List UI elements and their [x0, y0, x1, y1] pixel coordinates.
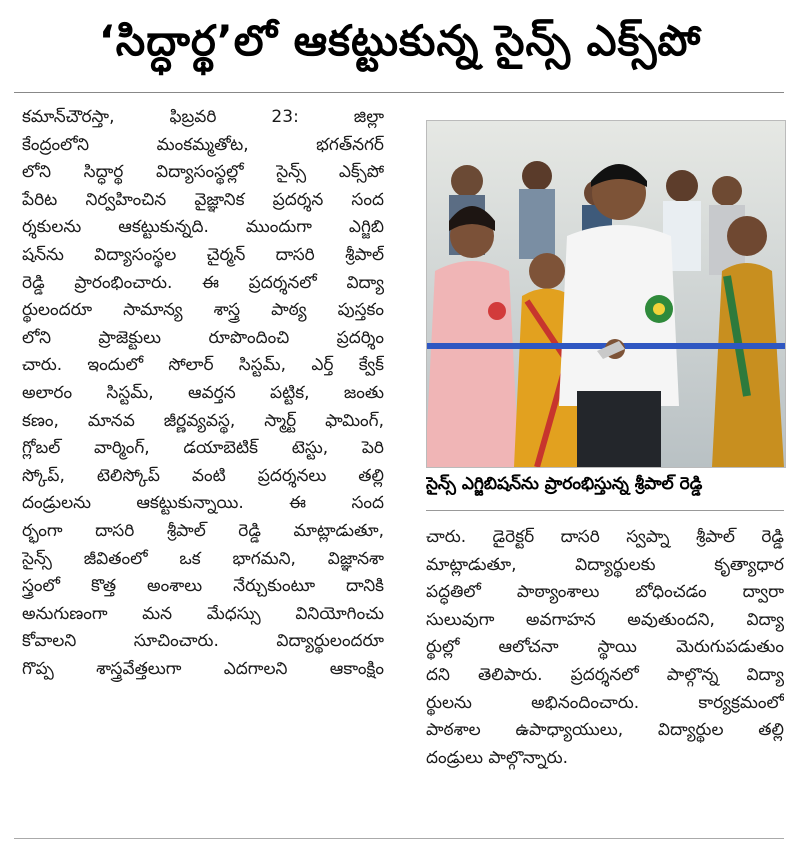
headline-divider — [14, 92, 784, 93]
text-line: స్త్రంలో కొత్త అంశాలు నేర్చుకుంటూ దానికి — [22, 576, 384, 597]
bottom-divider — [14, 838, 784, 839]
text-line: పేరిట నిర్వహించిన వైజ్ఞానిక ప్రదర్శన సంద — [22, 189, 384, 210]
text-line: చారు. ఇందులో సోలార్ సిస్టమ్, ఎర్త్ క్వేక్ — [22, 355, 384, 376]
text-line: లోని ప్రాజెక్టులు రూపొందించి ప్రదర్శిం — [22, 327, 384, 348]
text-line: ర్థుల్లో ఆలోచనా స్థాయి మెరుగుపడుతుం — [426, 637, 784, 658]
caption-divider — [426, 510, 784, 511]
article-left-column — [22, 104, 384, 683]
text-line: ర్థులను అభినందించారు. కార్యక్రమంలో — [426, 692, 784, 713]
text-line: ర్భంగా దాసరి శ్రీపాల్ రెడ్డి మాట్లాడుతూ, — [22, 520, 384, 541]
text-line: కోవాలని సూచించారు. విద్యార్థులందరూ — [22, 631, 384, 652]
text-line: చారు. డైరెక్టర్ దాసరి స్వప్నా శ్రీపాల్ రెడ్డి — [426, 527, 784, 547]
text-line: కమాన్‌చౌరస్తా, ఫిబ్రవరి 23: జిల్లా — [22, 107, 384, 127]
text-line: కేంద్రంలోని మంకమ్మతోట, భగత్‌నగర్ — [22, 134, 384, 155]
text-line: అనుగుణంగా మన మేధస్సు వినియోగించు — [22, 603, 384, 624]
event-photo — [426, 120, 786, 468]
text-line: మాట్లాడుతూ, విద్యార్థులకు కృత్యాధార — [426, 554, 784, 575]
article-right-column — [426, 524, 784, 772]
photo-caption: సైన్స్ ఎగ్జిబిషన్‌ను ప్రారంభిస్తున్న శ్రీపాల్ రెడ్డి — [426, 474, 703, 494]
text-line: సైన్స్ జీవితంలో ఒక భాగమని, విజ్ఞానశా — [22, 548, 384, 569]
text-line: దండ్రులు పాల్గొన్నారు. — [426, 747, 569, 768]
text-line: సులువుగా అవగాహన అవుతుందని, విద్యా — [426, 609, 784, 630]
text-line: పద్ధతిలో పాఠ్యాంశాలు బోధించడం ద్వారా — [426, 582, 784, 603]
text-line: గొప్ప శాస్త్రవేత్తలుగా ఎదగాలని ఆకాంక్షిం — [22, 658, 384, 679]
text-line: కణం, మానవ జీర్ణవ్యవస్థ, స్మార్ట్ ఫామింగ్, — [22, 410, 384, 431]
text-line: దండ్రులను ఆకట్టుకున్నాయి. ఈ సంద — [22, 493, 384, 514]
text-line: ర్థులందరూ సామాన్య శాస్త్ర పాఠ్య పుస్తకం — [22, 300, 384, 321]
headline: ‘సిద్ధార్థ’లో ఆకట్టుకున్న సైన్స్ ఎక్స్‌పో — [98, 16, 702, 65]
text-line: షన్‌ను విద్యాసంస్థల చైర్మన్ దాసరి శ్రీపాల్ — [22, 244, 384, 265]
text-line: పాఠశాల ఉపాధ్యాయులు, విద్యార్థుల తల్లి — [426, 720, 784, 741]
text-line: ర్శకులను ఆకట్టుకున్నది. ముందుగా ఎగ్జిబి — [22, 217, 384, 238]
text-line: దని తెలిపారు. ప్రదర్శనలో పాల్గొన్న విద్యా — [426, 664, 784, 685]
text-line: అలారం సిస్టమ్, ఆవర్తన పట్టిక, జంతు — [22, 382, 384, 403]
text-line: లోని సిద్ధార్థ విద్యాసంస్థల్లో సైన్స్ ఎక్స్‌పో — [22, 162, 384, 183]
text-line: రెడ్డి ప్రారంభించారు. ఈ ప్రదర్శనలో విద్యా — [22, 272, 384, 293]
text-line: స్కోప్, టెలిస్కోప్ వంటి ప్రదర్శనలు తల్లి — [22, 465, 384, 486]
text-line: గ్లోబల్ వార్మింగ్, డయాబెటిక్ టెస్టు, పెరి — [22, 438, 384, 459]
